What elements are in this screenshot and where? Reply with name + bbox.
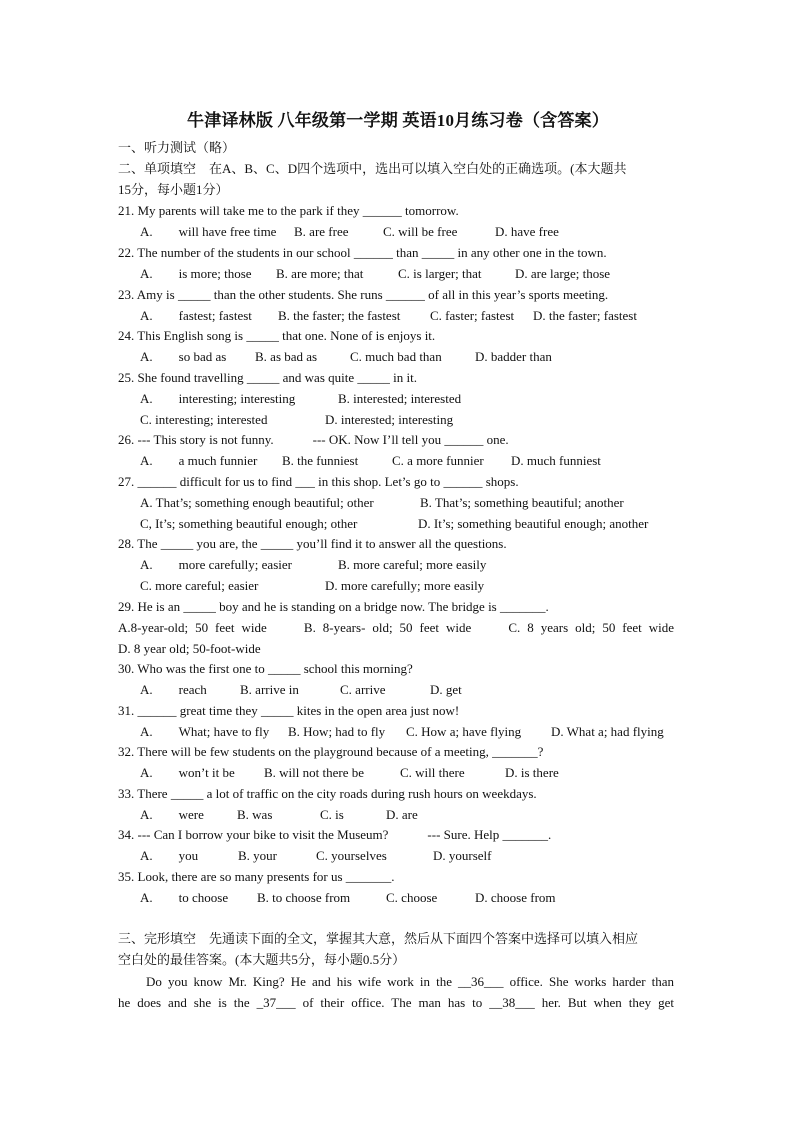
question-stem: 25. She found travelling _____ and was quite _____ in it. [118,370,417,385]
answer-option: C. faster; fastest [430,308,515,323]
answer-option: A. will have free time [140,224,277,239]
answer-option: A. reach [140,682,207,697]
passage-line: Do you know Mr. King? He and his wife work in the __36___ office. She works harder than [146,974,674,989]
section-3-heading-cont: 空白处的最佳答案。(本大题共5分，每小题0.5分） [118,952,406,967]
answer-option: C. will there [400,765,465,780]
question-stem: 30. Who was the first one to _____ school this morning? [118,661,413,676]
answer-option: B. to choose from [257,890,351,905]
answer-option: A. you [140,848,199,863]
question-stem: 33. There _____ a lot of traffic on the city roads during rush hours on weekdays. [118,786,537,801]
answer-option: B. How; had to fly [288,724,386,739]
answer-option: B. the funniest [282,453,359,468]
answer-option: C. much bad than [350,349,442,364]
section-1-heading: 一、听力测试（略） [118,140,236,155]
answer-option: D. have free [495,224,559,239]
answer-option: A. What; have to fly [140,724,270,739]
answer-options: A.8-year-old; 50 feet wide B. 8-years- old; 50 feet wide C. 8 years old; 50 feet wide [118,620,674,635]
answer-option: C. yourselves [316,848,387,863]
question-stem: 34. --- Can I borrow your bike to visit the Museum? --- Sure. Help _______. [118,827,552,842]
answer-option: D. yourself [433,848,492,863]
answer-option: D. are large; those [515,266,611,281]
answer-option: B. That’s; something beautiful; another [420,495,624,510]
answer-option: D. It’s; something beautiful enough; another [418,516,649,531]
answer-option: C. a more funnier [392,453,484,468]
question-stem: 29. He is an _____ boy and he is standing on a bridge now. The bridge is _______. [118,599,549,614]
answer-option: A. is more; those [140,266,252,281]
page-title: 牛津译林版 八年级第一学期 英语10月练习卷（含答案） [187,111,609,130]
answer-option: C, It’s; something beautiful enough; other [140,516,358,531]
answer-option: B. more careful; more easily [338,557,487,572]
answer-option: A. to choose [140,890,229,905]
question-stem: 31. ______ great time they _____ kites in the open area just now! [118,703,460,718]
answer-option: C. interesting; interested [140,412,268,427]
question-stem: 21. My parents will take me to the park if they ______ tomorrow. [118,203,459,218]
answer-option: D. get [430,682,462,697]
answer-option: A. a much funnier [140,453,258,468]
question-stem: 24. This English song is _____ that one. None of is enjoys it. [118,328,436,343]
answer-option: C. is larger; that [398,266,482,281]
answer-option: A. That’s; something enough beautiful; other [140,495,374,510]
question-stem: 28. The _____ you are, the _____ you’ll find it to answer all the questions. [118,536,507,551]
answer-option: D. are [386,807,418,822]
answer-option: A. were [140,807,204,822]
section-3-heading: 三、完形填空 先通读下面的全文，掌握其大意，然后从下面四个答案中选择可以填入相应 [118,931,639,946]
answer-option: B. as bad as [255,349,318,364]
answer-option: B. arrive in [240,682,299,697]
question-stem: 35. Look, there are so many presents for us _______. [118,869,395,884]
answer-option: C. will be free [383,224,458,239]
answer-option: D. the faster; fastest [533,308,637,323]
answer-option: C. arrive [340,682,386,697]
answer-option: A. interesting; interesting [140,391,296,406]
answer-option: D. much funniest [511,453,601,468]
answer-option: D. badder than [475,349,552,364]
question-stem: 23. Amy is _____ than the other students. She runs ______ of all in this year’s sports meeting. [118,287,609,302]
question-stem: 27. ______ difficult for us to find ___ in this shop. Let’s go to ______ shops. [118,474,519,489]
answer-option: D. is there [505,765,559,780]
answer-option: D. interested; interesting [325,412,454,427]
answer-option: B. are free [294,224,349,239]
answer-option: B. are more; that [276,266,364,281]
passage-line: he does and she is the _37___ of their office. The man has to __38___ her. But when they get [118,995,674,1010]
answer-option: B. interested; interested [338,391,462,406]
answer-option: D. 8 year old; 50-foot-wide [118,641,261,656]
answer-option: B. was [237,807,273,822]
question-stem: 26. --- This story is not funny. --- OK. Now I’ll tell you ______ one. [118,432,509,447]
answer-option: C. How a; have flying [406,724,522,739]
answer-option: A. fastest; fastest [140,308,252,323]
answer-option: D. more carefully; more easily [325,578,485,593]
answer-option: B. the faster; the fastest [278,308,401,323]
answer-option: D. choose from [475,890,556,905]
answer-option: B. your [238,848,277,863]
question-stem: 22. The number of the students in our school ______ than _____ in any other one in the town. [118,245,607,260]
answer-option: C. more careful; easier [140,578,259,593]
question-stem: 32. There will be few students on the playground because of a meeting, _______? [118,744,544,759]
answer-option: A. won’t it be [140,765,235,780]
answer-option: A. so bad as [140,349,227,364]
answer-option: D. What a; had flying [551,724,664,739]
answer-option: C. is [320,807,344,822]
answer-option: A. more carefully; easier [140,557,292,572]
section-2-heading: 二、单项填空 在A、B、C、D四个选项中，选出可以填入空白处的正确选项。(本大题共 [118,161,627,176]
answer-option: B. will not there be [264,765,365,780]
section-2-heading-cont: 15分，每小题1分） [118,182,229,197]
answer-option: C. choose [386,890,438,905]
